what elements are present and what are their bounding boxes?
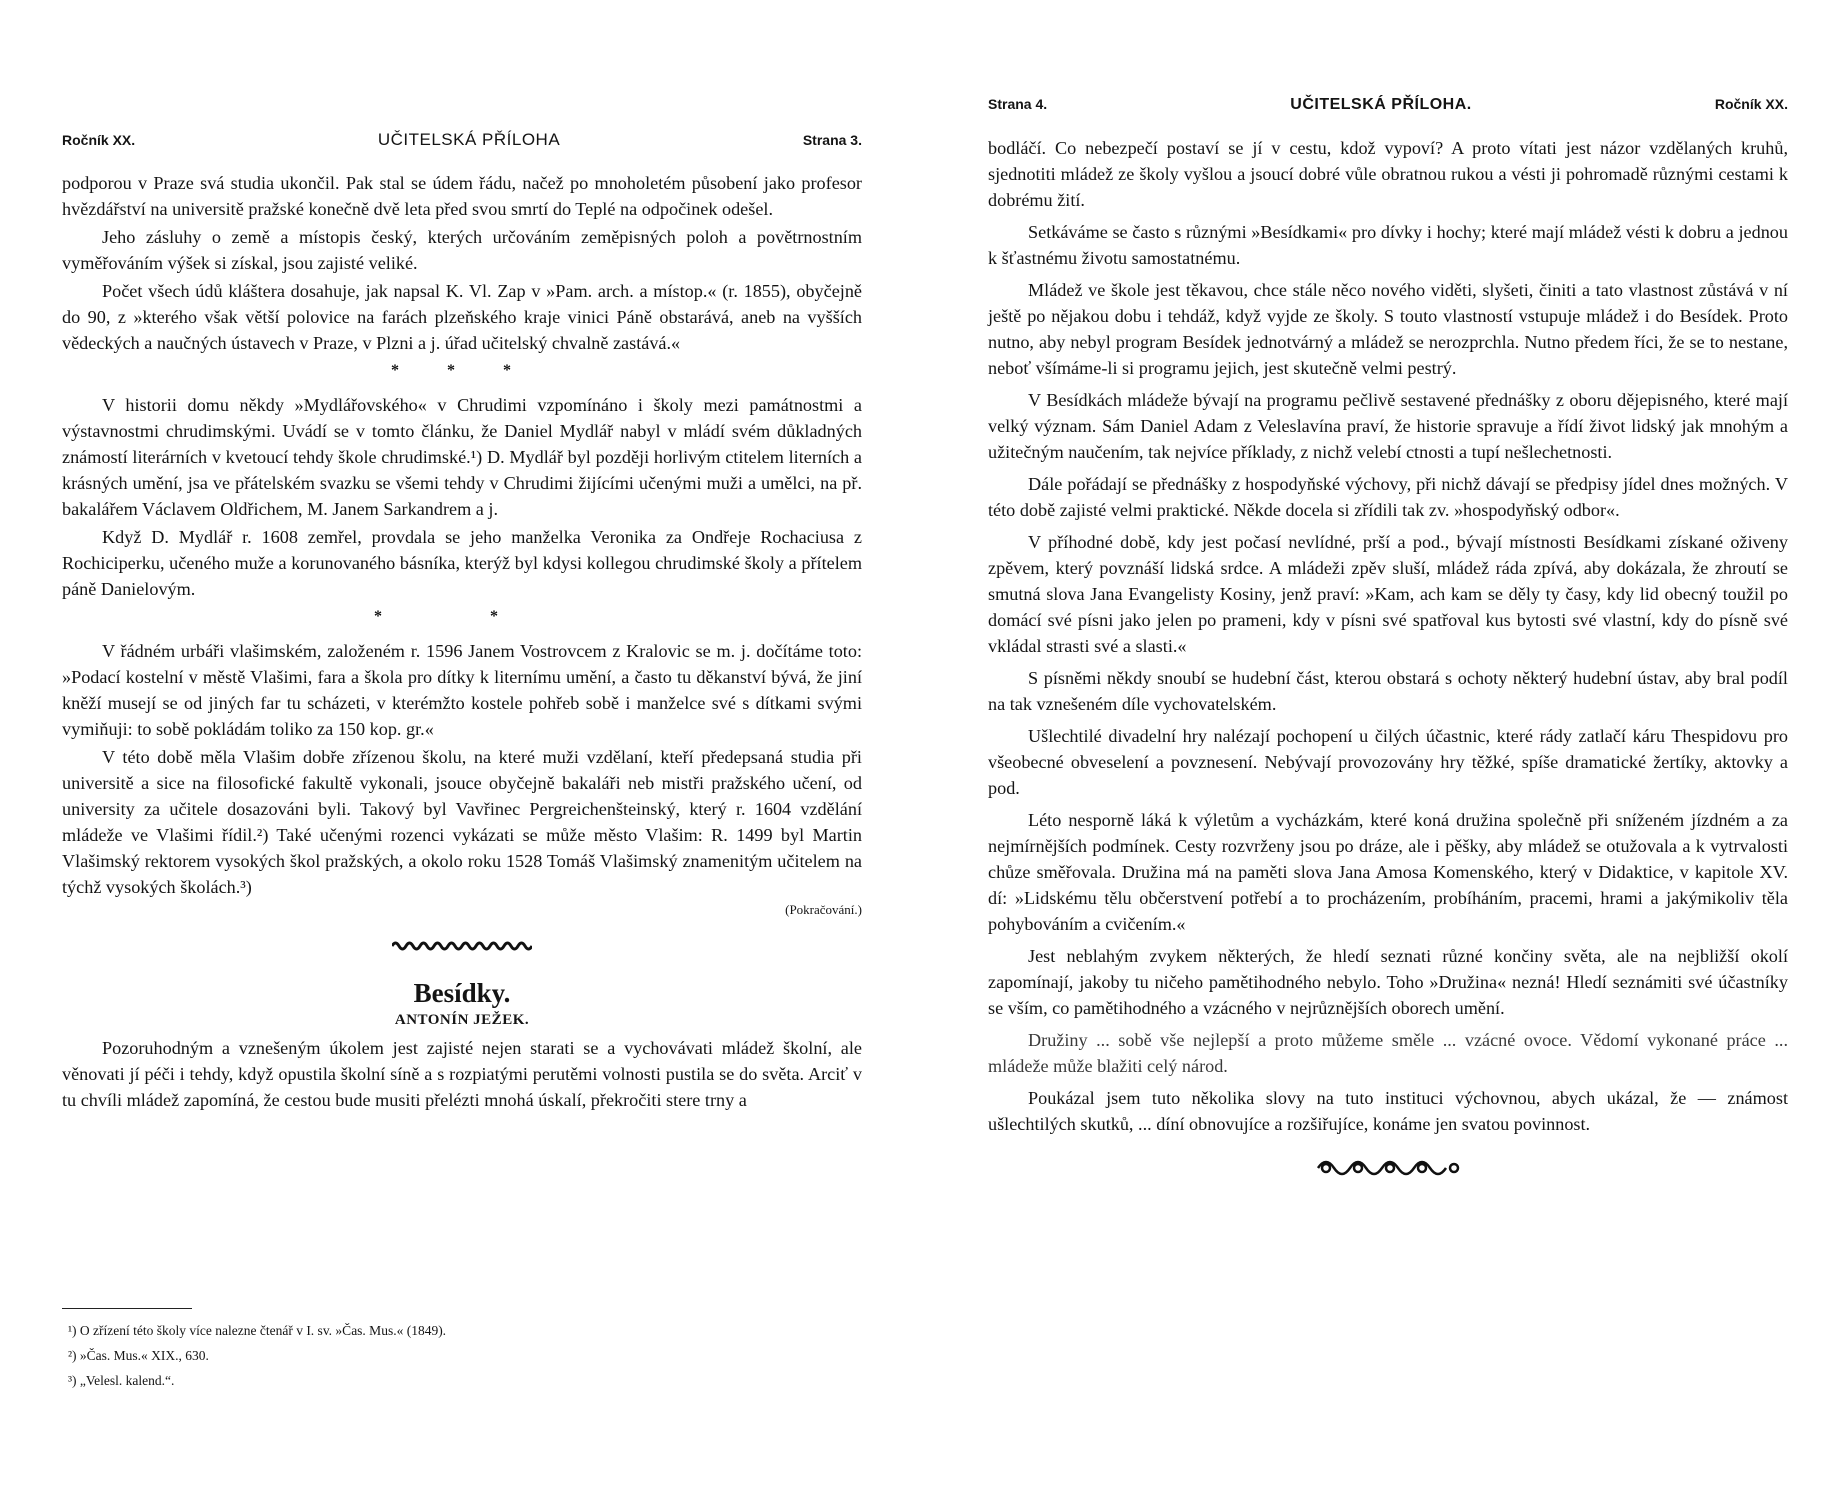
header-title: UČITELSKÁ PŘÍLOHA. (1290, 96, 1472, 113)
paragraph: Setkáváme se často s různými »Besídkami« pro dívky i hochy; které mají mládež vésti k dobru a jednou k šťastnému životu samostatnému. (988, 222, 1788, 268)
paragraph: V Besídkách mládeže bývají na programu pečlivě sestavené přednášky z oboru dějepisného, které mají velký význam. Sám Daniel Adam z Veleslavína praví, že historie spravuje a řídí život lidský jak mnohým a užitečným naučením, tak nejvíce příklady, z nichž velebí ctnosti a tupí nešlechetnosti. (988, 390, 1788, 462)
running-header (988, 96, 1788, 114)
paragraph: Léto nesporně láká k výletům a vycházkám, které koná družina společně při sníženém jízdném a za nejmírnějších podmínek. Cesty rozvrženy jsou po dráze, ale i pěšky, aby mládež se otužovala a k vytrvalosti chůze směřovala. Družina má na paměti slova Jana Amosa Komenského, který v Didaktice, v kapitole XV. dí: »Lidskému tělu občerstvení potřebí a to procházením, probíháním, pracemi, hrami a jakýmikoliv těla pohybováním a cvičením.« (988, 810, 1788, 934)
right-page (988, 0, 1788, 1500)
article-author: ANTONÍN JEŽEK. (394, 1012, 530, 1028)
paragraph: S písněmi někdy snoubí se hudební část, kterou obstará s ochoty některý hudební ústav, aby bral podíl na tak vznešeném díle vychovatelském. (988, 668, 1788, 714)
header-volume: Ročník XX. (1714, 96, 1788, 112)
footnote-rule (62, 1308, 192, 1309)
footnote: ²) »Čas. Mus.« XIX., 630. (68, 1348, 209, 1363)
paragraph: Mládež ve škole jest těkavou, chce stále něco nového viděti, slyšeti, činiti a tato vlastnost zůstává v ní ještě po nějakou dobu i tehdáž, když vyjde ze školy. S touto vlastností vstupuje mládež i do Besídek. Proto nutno, aby nebyl program Besídek jednotvárný a mládež se nerozprchla. Nutno předem říci, že se to nestane, neboť všímáme-li si programu jejich, jest skutečně velmi pestrý. (988, 280, 1788, 378)
continued-note: (Pokračování.) (785, 902, 862, 917)
end-ornament (1313, 1155, 1463, 1181)
page-body (62, 170, 862, 1113)
header-title: UČITELSKÁ PŘÍLOHA (377, 130, 561, 149)
header-page-number: Strana 3. (802, 132, 862, 148)
footnote: ³) „Velesl. kalend.“. (68, 1373, 175, 1388)
paragraph: V historii domu někdy »Mydlářovského« v Chrudimi vzpomínáno i školy mezi památnostmi a výstavnostmi chrudimskými. Uvádí se v tomto článku, že Daniel Mydlář nabyl v mládí svém důkladných známostí literárních v kvetoucí tehdy škole chrudimské.¹) D. Mydlář byl později horlivým ctitelem literních a krásných umění, jsa ve přátelském svazku se všemi tehdy v Chrudimi žijícími učenými muži a umělci, na př. bakalářem Václavem Oldřichem, M. Janem Sarkandrem a j. (62, 395, 862, 519)
paragraph: Dále pořádají se přednášky z hospodyňské výchovy, při nichž dávají se předpisy jídel dnes možných. V této době zajisté velmi praktické. Někde docela si zřídili tak zv. »hospodyňský odbor«. (988, 474, 1788, 520)
paragraph: bodláčí. Co nebezpečí postaví se jí v cestu, kdož vypoví? A proto vítati jest názor vzdělaných kruhů, sjednotiti mládež ze školy vyšlou a jsoucí dobré vůle obratnou rukou a vésti ji pohromadě různými cestami k dobrému žití. (988, 138, 1788, 210)
footnotes (68, 1318, 446, 1393)
page-body (988, 135, 1788, 1181)
paragraph-damaged: Družiny ... sobě vše nejlepší a proto můžeme směle ... vzácné ovoce. Vědomí vykonané práce ... mládeže může blažiti celý národ. (988, 1030, 1788, 1076)
paragraph: podporou v Praze svá studia ukončil. Pak stal se údem řádu, načež po mnoholetém působení jako profesor hvězdářství na universitě pražské konečně dvě leta před svou smrtí do Teplé na odpočinek odešel. (62, 173, 862, 219)
header-page-number: Strana 4. (988, 96, 1048, 112)
running-header (62, 130, 862, 150)
paragraph: V této době měla Vlašim dobře zřízenou školu, na které muži vzdělaní, kteří předepsaná studia při universitě a sice na filosofické fakultě vykonali, jsouce obyčejně bakaláři neb mistři pražského učení, od university za učitele dosazováni byli. Takový byl Vavřinec Pergreichenšteinský, který r. 1604 vzdělání mládeže ve Vlašimi řídil.²) Také učenými rozenci vykázati se může město Vlašim: R. 1499 byl Martin Vlašimský rektorem vysokých škol pražských, a okolo roku 1528 Tomáš Vlašimský znamenitým učitelem na týchž vysokých školách.³) (62, 747, 862, 897)
paragraph: Jest neblahým zvykem některých, že hledí seznati různé končiny světa, ale na nejbližší okolí zapomínají, jakoby tu ničeho pamětihodného nebylo. Toho »Družina« nezná! Hledí seznámiti své účastníky se vším, co pamětihodného a vzácného v nejrůznějších oborech umění. (988, 946, 1788, 1018)
paragraph: V příhodné době, kdy jest počasí nevlídné, prší a pod., bývají místnosti Besídkami získané oživeny zpěvem, který povznáší lidská srdce. A mládeži zpěv sluší, mládež ráda zpívá, aby dokázala, že zhroutí se smutná slova Jana Evangelisty Kosiny, jenž praví: »Kam, ach kam se děly ty časy, kdy lid obecný toužil po domácí své písni jako jelen po prameni, kdy v písni své spatřoval kus bytosti své vlastní, kdy do písně své vkládal strasti své a slasti.« (988, 532, 1788, 656)
article-title: Besídky. (413, 978, 511, 1008)
paragraph: Ušlechtilé divadelní hry nalézají pochopení u čilých účastnic, které rády zatlačí káru Thespidovu pro všeobecné obveselení a povznesení. Nebývají provozovány hry těžké, spíše dramatické žertíky, aktovky a pod. (988, 726, 1788, 798)
footnote: ¹) O zřízení této školy více nalezne čtenář v I. sv. »Čas. Mus.« (1849). (68, 1323, 447, 1338)
paragraph: Pozoruhodným a vznešeným úkolem jest zajisté nejen starati se a vychovávati mládež školní, ale věnovati jí péči i tehdy, když opustila školní síně a s rozpiatými perutěmi volnosti pustila se do světa. Arciť v tu chvíli mládež zapomíná, že cestou bude musiti přelézti mnohá úskalí, překročiti stere trny a (62, 1038, 862, 1110)
paragraph: Jeho zásluhy o země a místopis český, kterých určováním zeměpisných poloh a povětrnostním vyměřováním výšek si získal, jsou zajisté veliké. (62, 227, 862, 273)
section-divider-stars: * * (374, 608, 550, 625)
paragraph: Počet všech údů kláštera dosahuje, jak napsal K. Vl. Zap v »Pam. arch. a místop.« (r. 1855), obyčejně do 90, z »kterého však větší polovice na farách plzeňského kraje vinici Páně obstarává, aneb na vyšších vědeckých a naučných ústavech v Praze, v Plzni a j. úřad učitelský chvalně zastává.« (62, 281, 862, 353)
left-page (62, 0, 862, 1500)
paragraph: Když D. Mydlář r. 1608 zemřel, provdala se jeho manželka Veronika za Ondřeje Rochaciusa z Rochiciperku, učeného muže a korunovaného básníka, kterýž byl kdysi kollegou chrudimské školy a přítelem páně Danielovým. (62, 527, 862, 599)
section-divider-stars: * * * (391, 362, 533, 379)
header-volume: Ročník XX. (62, 132, 136, 148)
wavy-separator-ornament (392, 940, 532, 952)
paragraph: V řádném urbáři vlašimském, založeném r. 1596 Janem Vostrovcem z Kralovic se m. j. dočítáme toto: »Podací kostelní v městě Vlašimi, fara a škola pro dítky k liternímu umění, a často tu děkanství bývá, že jiní kněží musejí se od jiných far tu scházeti, v kterémžto kostele pohřeb sobě i manželce své s dítkami svými vymiňuji: to sobě pokládám toliko za 150 kop. gr.« (62, 641, 862, 739)
paragraph: Poukázal jsem tuto několika slovy na tuto instituci výchovnou, abych ukázal, že — známost ušlechtilých skutků, ... díní obnovujíce a rozšiřujíce, konáme jen svatou povinnost. (988, 1088, 1788, 1134)
